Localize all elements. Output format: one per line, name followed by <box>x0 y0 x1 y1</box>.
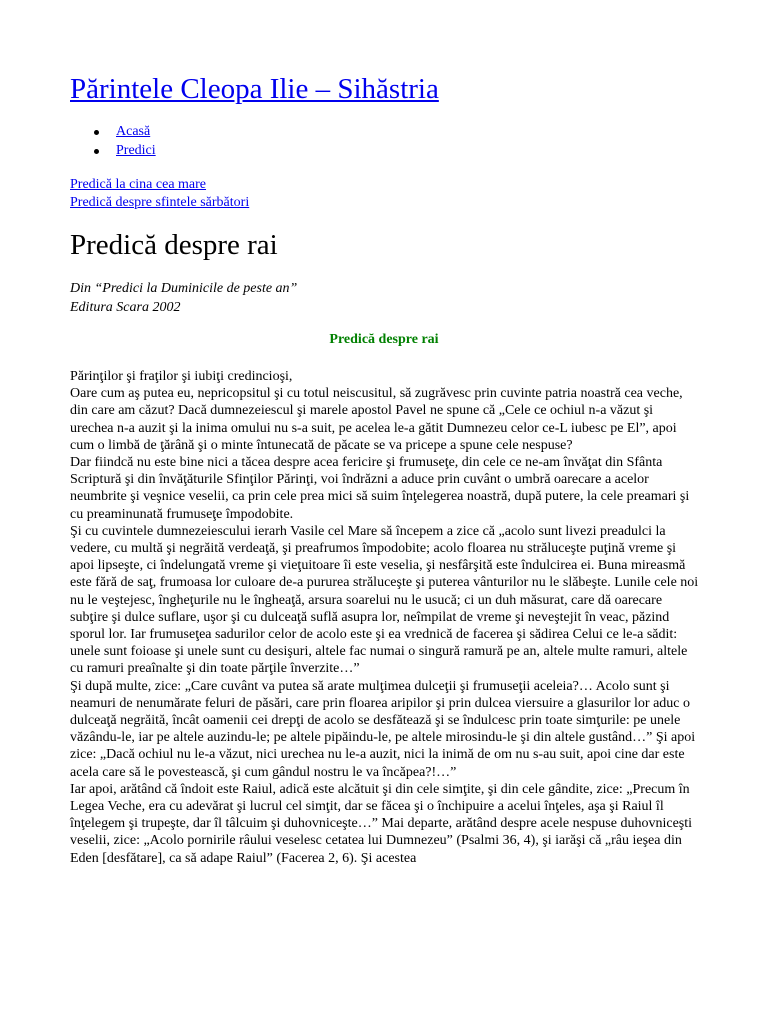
site-title[interactable] <box>70 72 439 106</box>
nav-item-home <box>70 122 156 141</box>
nav-item-sermons <box>70 141 156 160</box>
site-title-link[interactable]: Părintele Cleopa Ilie – Sihăstria <box>70 73 439 105</box>
paragraph: Şi cu cuvintele dumnezeiescului ierarh Vasile cel Mare să începem a zice că „acolo sunt livezi preadulci la vedere, cu multă şi negrăită verdeaţă, şi preafrumos împodobite; acolo floarea nu străluceşte puţină vreme şi apoi lipseşte, ci îndelungată vreme şi vieţuitoare îi este veselia, şi nesfârşită este îndulcirea ei. Buna mireasmă este fără de saţ, frumoasa lor culoare de-a pururea străluceşte şi puterea vânturilor nu le slăbeşte. Lunile cele noi nu le veştejesc, îngheţurile nu le îngheaţă, arsura soarelui nu le usucă; ci un duh măsurat, care dă oarecare subţire şi dulce suflare, uşor şi cu dulceaţă suflă asupra lor, neîmpilat de vreme şi neveştejit în veac, păzind sporul lor. Iar frumuseţea sadurilor celor de acolo este şi ea vrednică de facerea şi sădirea Celui ce le-a sădit: unele sunt foioase şi unele sunt cu desişuri, altele fac numai o singură ramură pe an, altele multe ramuri, altele cu ramuri preaînalte şi din toate părţile înverzite…” <box>70 523 699 677</box>
paragraph: Dar fiindcă nu este bine nici a tăcea despre acea fericire şi frumuseţe, din cele ce ne-am învăţat din Sfânta Scriptură şi din învăţăturile Sfinţilor Părinţi, voi îndrăzni a aduce prin cuvânt o umbră oarecare a acelor neumbrite şi veşnice veselii, ca prin cele prea mici să suim înţelegerea noastră, după putere, la cele preamari şi cu preaminunată frumuseţe împodobite. <box>70 455 690 522</box>
nav-link-sermons[interactable]: Predici <box>116 143 156 158</box>
article-body <box>70 368 700 867</box>
related-link-next[interactable]: Predică despre sfintele sărbători <box>70 195 250 210</box>
related-posts <box>70 176 249 212</box>
source-book: Din “Predici la Duminicile de peste an” <box>70 281 298 296</box>
paragraph: Iar apoi, arătând că îndoit este Raiul, adică este alcătuit şi din cele simţite, şi din cele gândite, zice: „Precum în Legea Veche, era cu adevărat şi lucrul cel simţit, dar se făcea şi o închipuire a acelui înţeles, aşa şi Raiul îl înţelegem şi trupeşte, dar îl tâlcuim şi duhovniceşte…” Mai departe, arătând despre acele nespuse duhovniceşti veselii, zice: „Acolo pornirile râului veselesc cetatea lui Dumnezeu” (Psalmi 36, 4), şi iarăşi că „râu ieşea din Eden [desfătare], ca să adape Raiul” (Facerea 2, 6). Şi acestea <box>70 781 693 866</box>
main-nav <box>70 122 156 160</box>
nav-link-home[interactable]: Acasă <box>116 124 151 139</box>
paragraph: Oare cum aş putea eu, nepricopsitul şi cu totul neiscusitul, să zugrăvesc prin cuvinte patria noastră cea veche, din care am căzut? Dacă dumnezeiescul şi marele apostol Pavel ne spune că „Cele ce ochiul n-a văzut şi urechea n-a auzit şi la inima omului nu s-a suit, pe acelea le-a gătit Dumnezeu celor ce-L iubesc pe El”, apoi cum o limbă de ţărână şi o minte întunecată de păcate se va pricepe a spune cele nespuse? <box>70 386 683 453</box>
article-title: Predică despre rai <box>70 229 278 261</box>
paragraph: Părinţilor şi fraţilor şi iubiţi credincioşi, <box>70 369 293 384</box>
source-publisher: Editura Scara 2002 <box>70 300 181 315</box>
related-link-prev[interactable]: Predică la cina cea mare <box>70 177 207 192</box>
article-subheading: Predică despre rai <box>329 332 439 347</box>
article-source <box>70 279 297 317</box>
paragraph: Şi după multe, zice: „Care cuvânt va putea să arate mulţimea dulceţii şi frumuseţii aceleia?… Acolo sunt şi neamuri de nenumărate feluri de păsări, care prin floarea aripilor şi prin dulcea viersuire a glasurilor lor aduc o dulceaţă negrăită, încât oamenii cei drepţi de acolo se desfătează şi se îndulcesc prin toate simţurile: pe unele văzându-le, iar pe altele auzindu-le; pe altele pipăindu-le, pe altele mirosindu-le şi din altele gustând…” Şi apoi zice: „Dacă ochiul nu le-a văzut, nici urechea nu le-a auzit, nici la inimă de om nu s-au suit, apoi cine dar este acela care să le povestească, şi cum gândul nostru le va încăpea?!…” <box>70 678 696 780</box>
